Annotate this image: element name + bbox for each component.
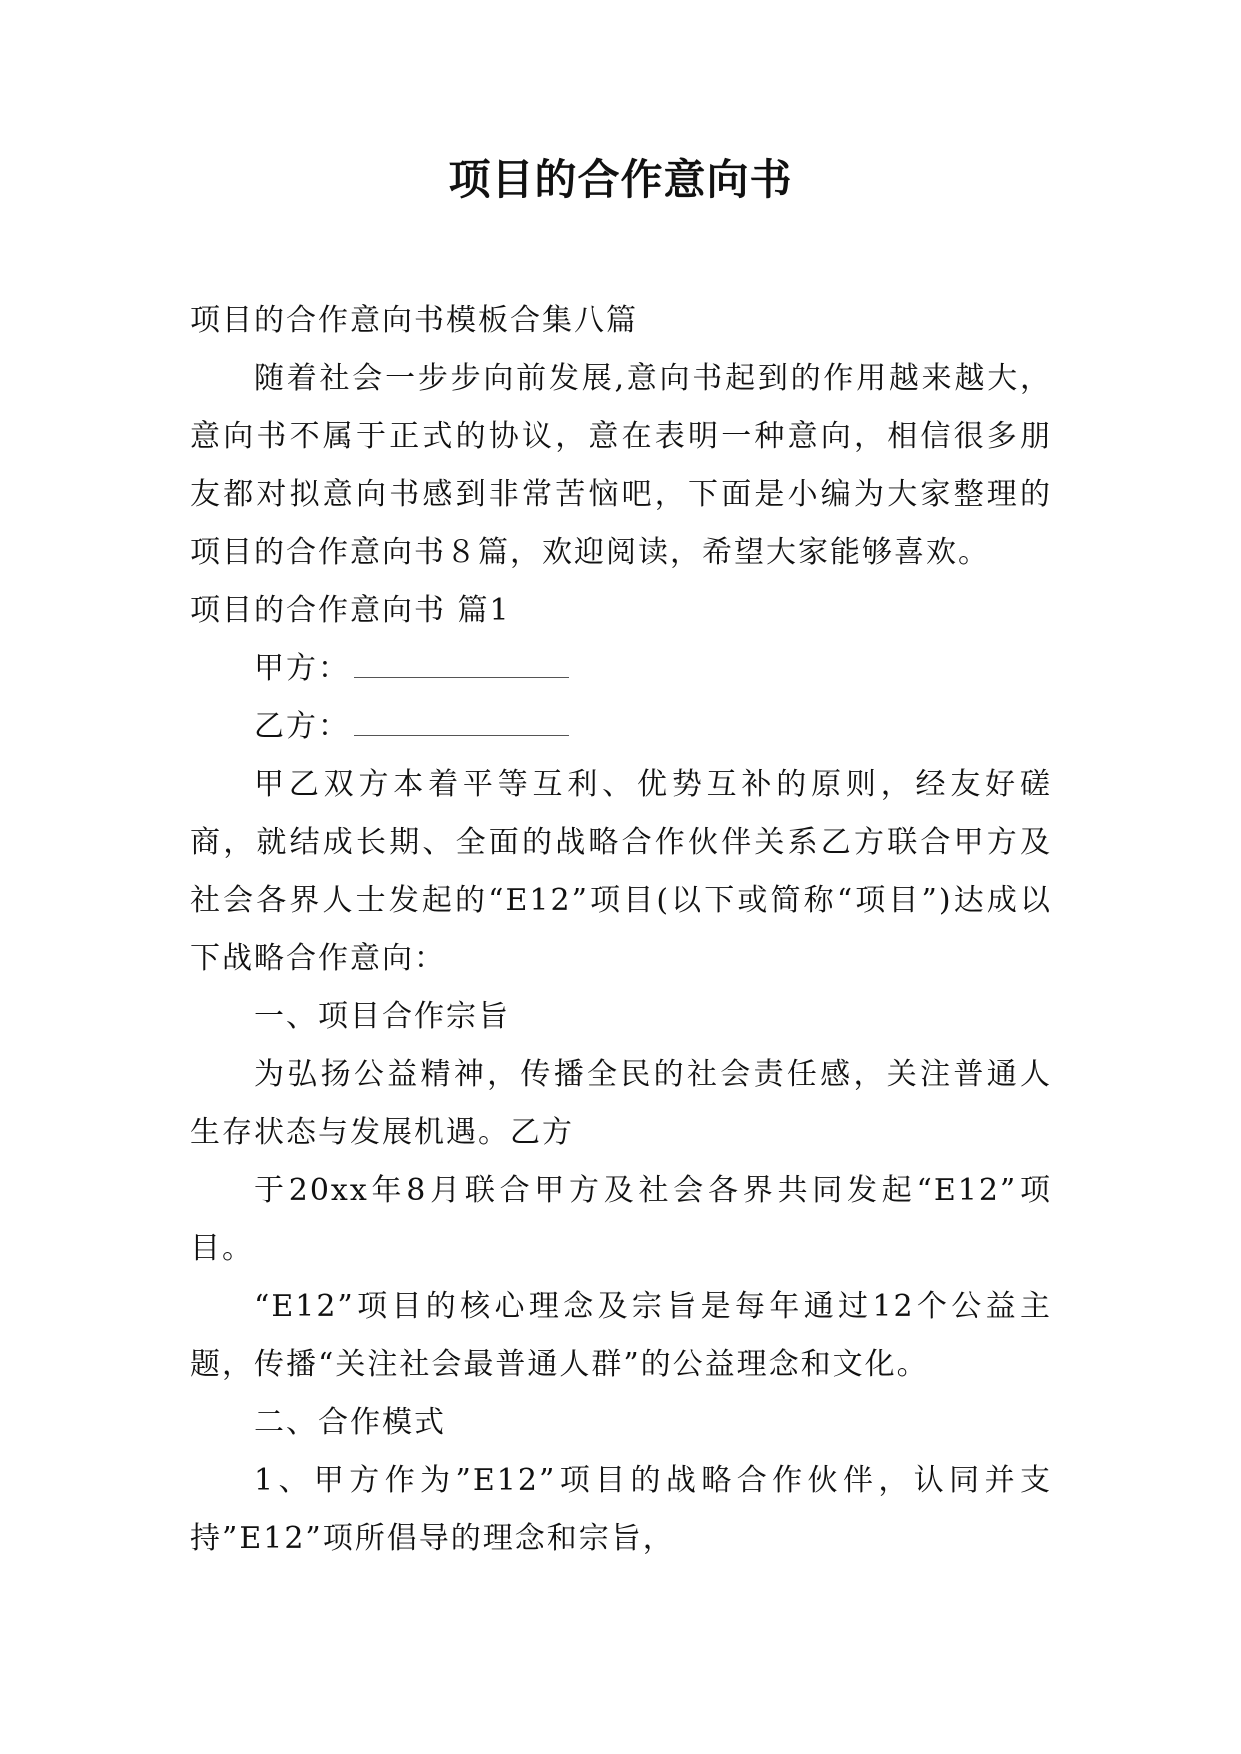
- intro-paragraph: 随着社会一步步向前发展,意向书起到的作用越来越大，意向书不属于正式的协议，意在表明一种意向，相信很多朋友都对拟意向书感到非常苦恼吧，下面是小编为大家整理的项目的合作意向书８篇，欢迎阅读，希望大家能够喜欢。: [190, 361, 1052, 570]
- mode-paragraph-1: 1、甲方作为”E12”项目的战略合作伙伴，认同并支持”E12”项所倡导的理念和宗旨，: [190, 1463, 1052, 1556]
- page-title: 项目的合作意向书: [448, 155, 793, 204]
- document-subtitle: 项目的合作意向书模板合集八篇: [190, 303, 638, 338]
- heading-purpose: 一、项目合作宗旨: [254, 999, 510, 1034]
- document-body: [190, 292, 1052, 1568]
- party-b-line: [190, 698, 1052, 756]
- agreement-paragraph: 甲乙双方本着平等互利、优势互补的原则，经友好磋商，就结成长期、全面的战略合作伙伴关系乙方联合甲方及社会各界人士发起的“E12”项目(以下或简称“项目”)达成以下战略合作意向：: [190, 767, 1052, 976]
- party-a-line: [190, 640, 1052, 698]
- purpose-paragraph-3: “E12”项目的核心理念及宗旨是每年通过12个公益主题，传播“关注社会最普通人群”的公益理念和文化。: [190, 1289, 1052, 1382]
- party-a-blank: [354, 657, 569, 678]
- purpose-paragraph-2: 于20xx年8月联合甲方及社会各界共同发起“E12”项目。: [190, 1173, 1052, 1266]
- party-b-blank: [354, 715, 569, 736]
- purpose-paragraph-1: 为弘扬公益精神，传播全民的社会责任感，关注普通人生存状态与发展机遇。乙方: [190, 1057, 1052, 1150]
- section-heading: 项目的合作意向书 篇1: [190, 593, 511, 628]
- party-a-label: 甲方：: [254, 651, 350, 686]
- heading-mode: 二、合作模式: [254, 1405, 446, 1440]
- party-b-label: 乙方：: [254, 709, 350, 744]
